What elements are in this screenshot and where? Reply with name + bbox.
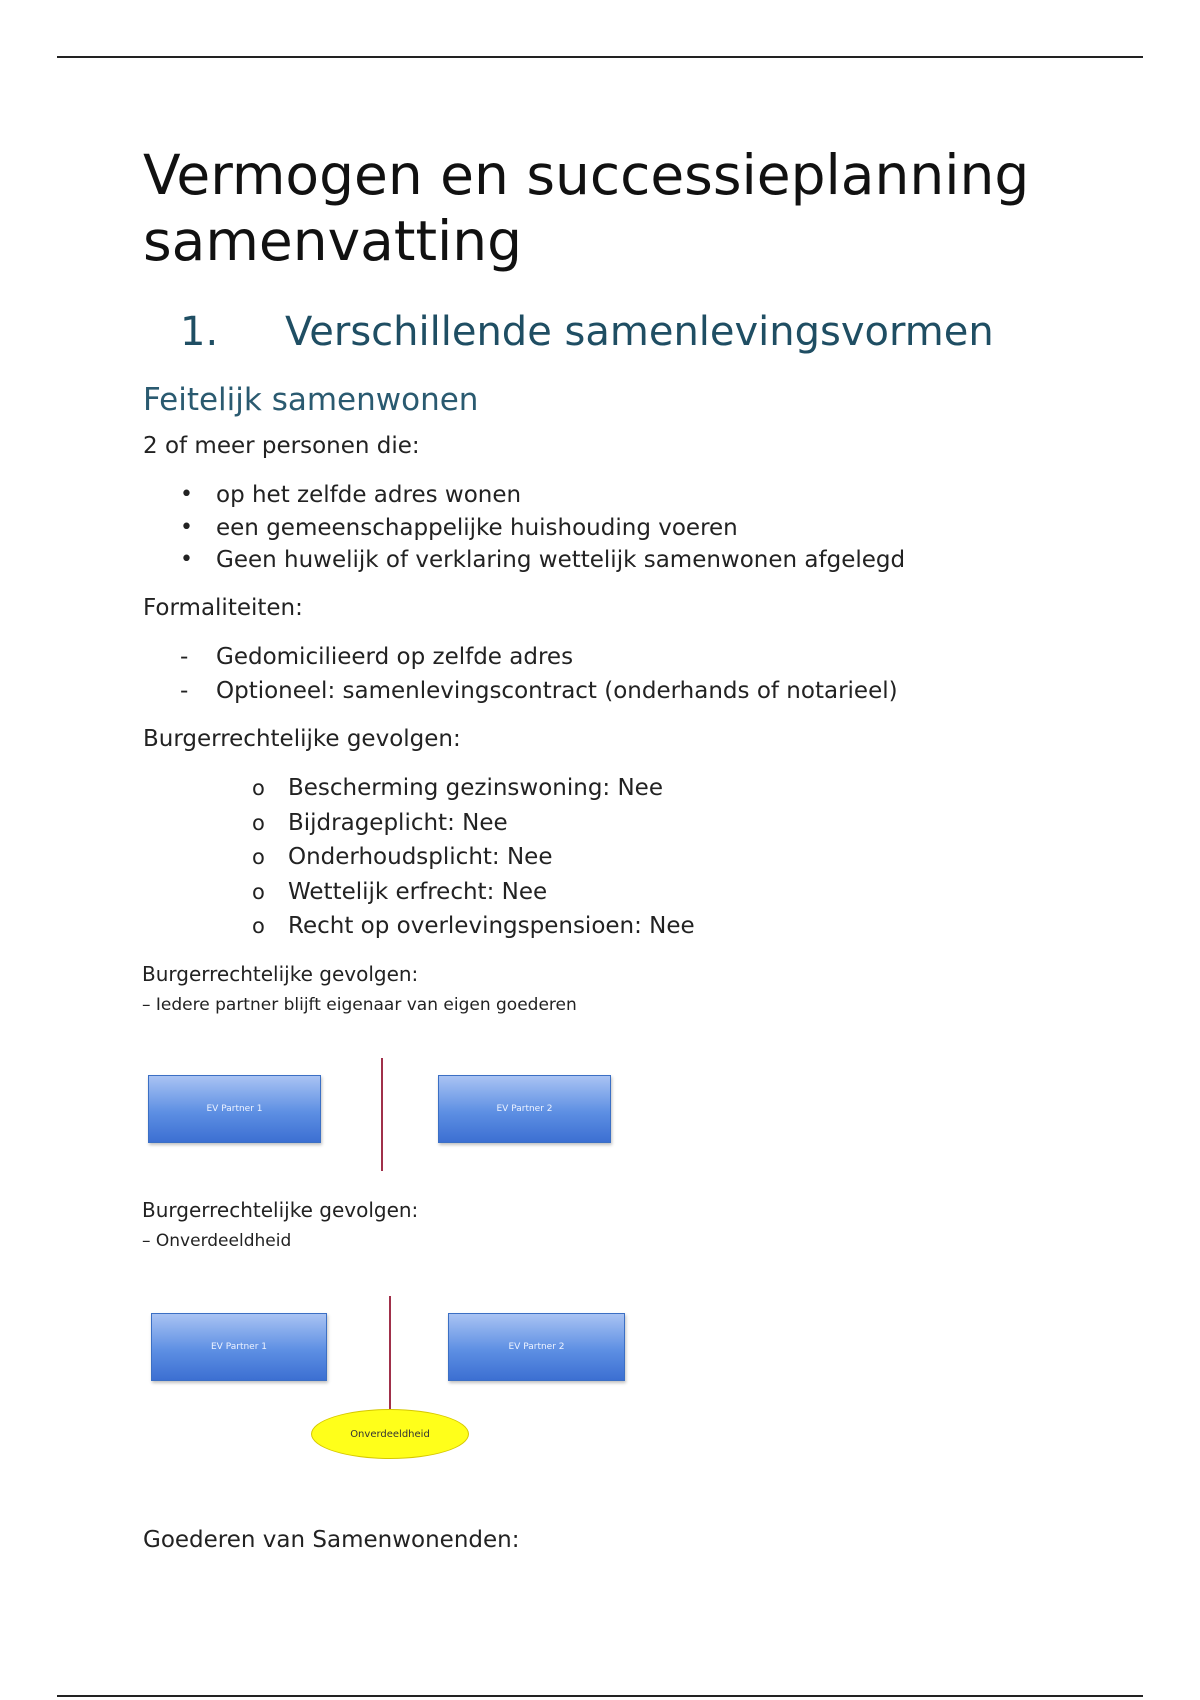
- slide-subtitle: – Iedere partner blijft eigenaar van eigen goederen: [142, 995, 577, 1015]
- bottom-rule: [57, 1695, 1143, 1697]
- bullet-marker: •: [180, 514, 193, 540]
- dash-marker: -: [180, 644, 189, 670]
- section-title: Verschillende samenlevingsvormen: [285, 309, 994, 355]
- dash-marker: -: [180, 678, 189, 704]
- partner-2-box: EV Partner 2: [438, 1075, 611, 1143]
- list-item: o Recht op overlevingspensioen: Nee: [252, 913, 695, 939]
- slide-heading: Burgerrechtelijke gevolgen:: [142, 1198, 419, 1222]
- bullet-marker: •: [180, 547, 193, 572]
- list-item: • Geen huwelijk of verklaring wettelijk samenwonen afgelegd: [180, 547, 906, 573]
- slide-subtitle: – Onverdeeldheid: [142, 1231, 292, 1251]
- title-line-2: samenvatting: [143, 209, 523, 273]
- section-number: 1.: [180, 309, 219, 355]
- list-item: o Bescherming gezinswoning: Nee: [252, 775, 663, 801]
- circle-marker: o: [252, 776, 265, 800]
- circle-marker: o: [252, 845, 265, 869]
- list-item: • een gemeenschappelijke huishouding voeren: [180, 514, 738, 541]
- partner-1-box: EV Partner 1: [151, 1313, 327, 1381]
- circle-marker: o: [252, 810, 265, 835]
- civil-consequences-heading: Burgerrechtelijke gevolgen:: [143, 726, 461, 752]
- list-item: - Gedomicilieerd op zelfde adres: [180, 644, 574, 670]
- subsection-heading: Feitelijk samenwonen: [143, 382, 479, 418]
- circle-marker: o: [252, 914, 265, 938]
- goods-heading: Goederen van Samenwonenden:: [143, 1527, 520, 1553]
- divider-line: [389, 1296, 391, 1410]
- civil-consequences-list: [252, 773, 695, 946]
- partner-1-box: EV Partner 1: [148, 1075, 321, 1143]
- partner-2-box: EV Partner 2: [448, 1313, 625, 1381]
- formalities-list: [180, 642, 898, 710]
- title-line-1: Vermogen en successieplanning: [143, 143, 1030, 207]
- circle-marker: o: [252, 879, 265, 904]
- list-item: • op het zelfde adres wonen: [180, 482, 522, 508]
- intro-text: 2 of meer personen die:: [143, 433, 420, 459]
- document-title: [143, 142, 1029, 274]
- top-rule: [57, 56, 1143, 58]
- list-item: - Optioneel: samenlevingscontract (onderhands of notarieel): [180, 678, 898, 704]
- bullet-marker: •: [180, 482, 193, 507]
- undivided-ellipse: Onverdeeldheid: [311, 1409, 469, 1459]
- list-item: o Wettelijk erfrecht: Nee: [252, 878, 548, 905]
- section-heading: [180, 308, 994, 356]
- divider-line: [381, 1058, 383, 1171]
- list-item: o Onderhoudsplicht: Nee: [252, 844, 553, 870]
- list-item: o Bijdrageplicht: Nee: [252, 809, 508, 836]
- formalities-heading: Formaliteiten:: [143, 595, 303, 621]
- bullet-list: [180, 480, 906, 578]
- slide-heading: Burgerrechtelijke gevolgen:: [142, 962, 419, 986]
